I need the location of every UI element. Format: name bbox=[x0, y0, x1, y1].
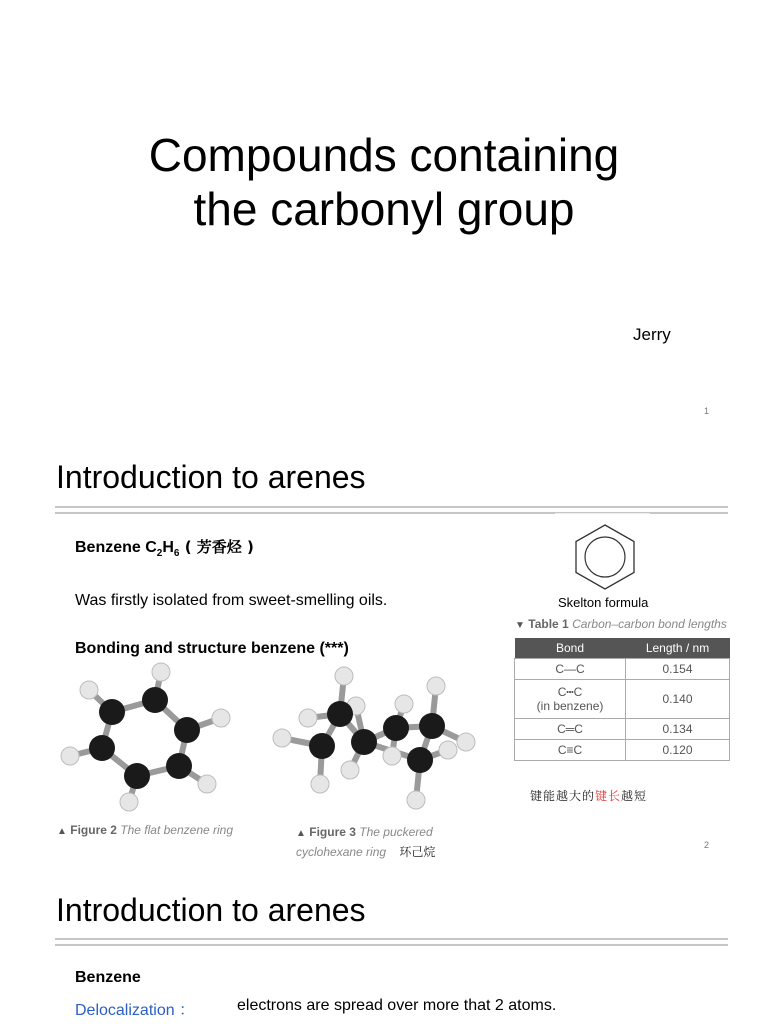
bond-energy-note: 键能越大的键长越短 bbox=[530, 789, 648, 803]
skeleton-top-border bbox=[555, 513, 650, 514]
figure2-caption: ▲ Figure 2 The flat benzene ring bbox=[57, 823, 234, 837]
delocalization-label: Delocalization ： bbox=[75, 1002, 196, 1019]
triangle-down-icon: ▼ bbox=[515, 620, 525, 631]
slide-title bbox=[0, 128, 768, 236]
cyclohexane-ball-model bbox=[270, 666, 490, 816]
bond-cell: C—C bbox=[515, 659, 626, 680]
bonding-heading: Bonding and structure benzene (***) bbox=[75, 640, 349, 657]
length-cell: 0.140 bbox=[626, 680, 730, 719]
bond-cell: C═C bbox=[515, 719, 626, 740]
length-cell: 0.154 bbox=[626, 659, 730, 680]
benzene-formula-heading: Benzene $C_2H_6$ ( 芳香烃 ) bbox=[75, 538, 254, 560]
bond-cell: C≡C bbox=[515, 740, 626, 761]
page-number-1: 1 bbox=[704, 406, 710, 416]
triangle-up-icon: ▲ bbox=[57, 826, 67, 837]
table-row bbox=[515, 719, 730, 740]
slide2-rule-top bbox=[55, 506, 728, 508]
title-line-1: Compounds containing bbox=[148, 129, 620, 181]
table-caption: ▼ Table 1 Carbon–carbon bond lengths bbox=[515, 617, 727, 631]
slide3-heading: Introduction to arenes bbox=[56, 892, 366, 928]
slide3-rule-bottom bbox=[55, 944, 728, 946]
author-name: Jerry bbox=[633, 325, 671, 344]
table-row bbox=[515, 680, 730, 719]
table-header: Length / nm bbox=[626, 638, 730, 659]
length-cell: 0.134 bbox=[626, 719, 730, 740]
slide2-heading: Introduction to arenes bbox=[56, 459, 366, 495]
slide3-rule-top bbox=[55, 938, 728, 940]
bond-length-table bbox=[514, 638, 730, 761]
title-line-2: the carbonyl group bbox=[193, 183, 575, 235]
table-header: Bond bbox=[515, 638, 626, 659]
cyclohexane-cn-label: 环己烷 bbox=[399, 845, 436, 859]
benzene-skeleton-icon bbox=[572, 522, 638, 592]
page-number-2: 2 bbox=[704, 840, 710, 850]
benzene-ball-model bbox=[55, 660, 245, 820]
skeleton-label: Skelton formula bbox=[558, 595, 649, 610]
delocalization-definition: electrons are spread over more that 2 atoms. bbox=[237, 997, 557, 1014]
table-row bbox=[515, 659, 730, 680]
length-cell: 0.120 bbox=[626, 740, 730, 761]
isolated-text: Was firstly isolated from sweet-smelling oils. bbox=[75, 592, 388, 609]
slide3-benzene-heading: Benzene bbox=[75, 969, 141, 986]
figure3-caption: ▲ Figure 3 The puckered cyclohexane ring 环己烷 bbox=[296, 825, 436, 859]
bond-cell: C┅C (in benzene) bbox=[515, 680, 626, 719]
table-row bbox=[515, 740, 730, 761]
table-header-row bbox=[515, 638, 730, 659]
triangle-up-icon: ▲ bbox=[296, 828, 306, 839]
